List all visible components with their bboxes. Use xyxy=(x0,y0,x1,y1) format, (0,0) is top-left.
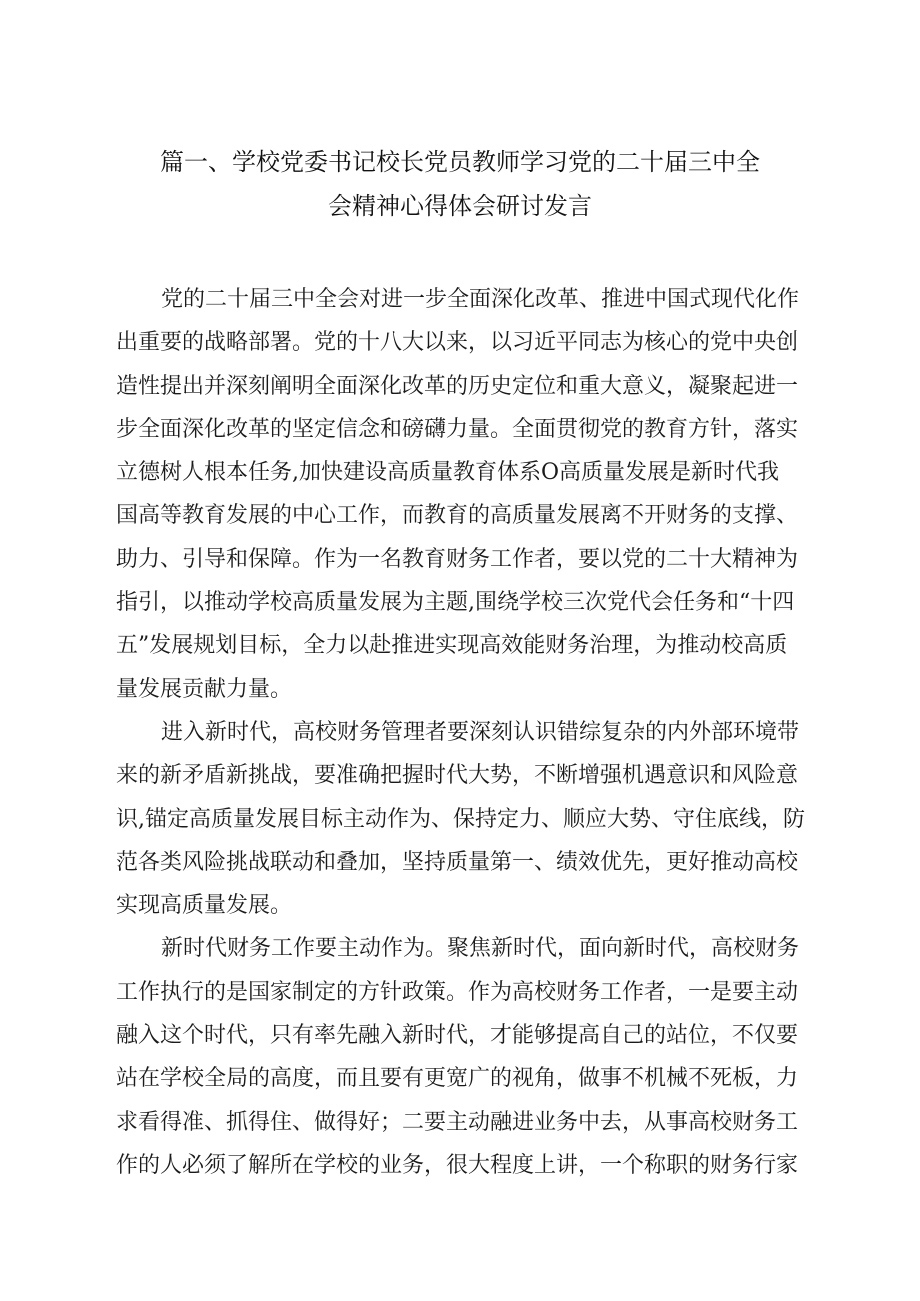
paragraph-line: 量发展贡献力量。 xyxy=(116,676,293,702)
paragraph-2 xyxy=(116,711,816,927)
title-line-2: 会精神心得体会研讨发言 xyxy=(328,192,592,220)
paragraph-line: 步全面深化改革的坚定信念和磅礴力量。全面贯彻党的教育方针，落实 xyxy=(116,416,799,442)
paragraph-line: 识,锚定高质量发展目标主动作为、保持定力、顺应大势、守住底线，防 xyxy=(116,806,805,832)
paragraph-line: 来的新矛盾新挑战，要准确把握时代大势，不断增强机遇意识和风险意 xyxy=(116,763,799,789)
paragraph-line: 作的人必须了解所在学校的业务，很大程度上讲，一个称职的财务行家 xyxy=(116,1152,799,1178)
paragraph-line: 实现高质量发展。 xyxy=(116,893,293,919)
paragraph-line: 求看得准、抓得住、做得好；二要主动融进业务中去，从事高校财务工 xyxy=(116,1109,799,1135)
paragraph-line: 出重要的战略部署。党的十八大以来，以习近平同志为核心的党中央创 xyxy=(116,330,799,356)
paragraph-line: 站在学校全局的高度，而且要有更宽广的视角，做事不机械不死板，力 xyxy=(116,1066,799,1092)
paragraph-line: 造性提出并深刻阐明全面深化改革的历史定位和重大意义，凝聚起进一 xyxy=(116,373,799,399)
paragraph-line: 助力、引导和保障。作为一名教育财务工作者，要以党的二十大精神为 xyxy=(116,546,799,572)
paragraph-line: 五”发展规划目标，全力以赴推进实现高效能财务治理，为推动校高质 xyxy=(116,633,788,659)
paragraph-line: 指引，以推动学校高质量发展为主题,围绕学校三次党代会任务和“十四 xyxy=(116,590,795,616)
paragraph-1 xyxy=(116,278,816,711)
paragraph-line: 党的二十届三中全会对进一步全面深化改革、推进中国式现代化作 xyxy=(161,287,800,312)
document-body xyxy=(116,278,816,1187)
paragraph-line: 新时代财务工作要主动作为。聚焦新时代，面向新时代，高校财务 xyxy=(161,936,800,962)
paragraph-line: 范各类风险挑战联动和叠加，坚持质量第一、绩效优先，更好推动高校 xyxy=(116,849,799,875)
paragraph-line: 融入这个时代，只有率先融入新时代，才能够提高自己的站位，不仅要 xyxy=(116,1023,799,1049)
paragraph-line: 国高等教育发展的中心工作，而教育的高质量发展离不开财务的支撑、 xyxy=(116,503,799,529)
paragraph-3 xyxy=(116,927,816,1187)
paragraph-line: 进入新时代，高校财务管理者要深刻认识错综复杂的内外部环境带 xyxy=(161,719,800,745)
paragraph-line: 工作执行的是国家制定的方针政策。作为高校财务工作者，一是要主动 xyxy=(116,979,799,1005)
title-line-1: 篇一、学校党委书记校长党员教师学习党的二十届三中全 xyxy=(160,148,760,176)
paragraph-line: 立德树人根本任务,加快建设高质量教育体系O高质量发展是新时代我 xyxy=(116,460,780,486)
document-title xyxy=(0,140,920,228)
